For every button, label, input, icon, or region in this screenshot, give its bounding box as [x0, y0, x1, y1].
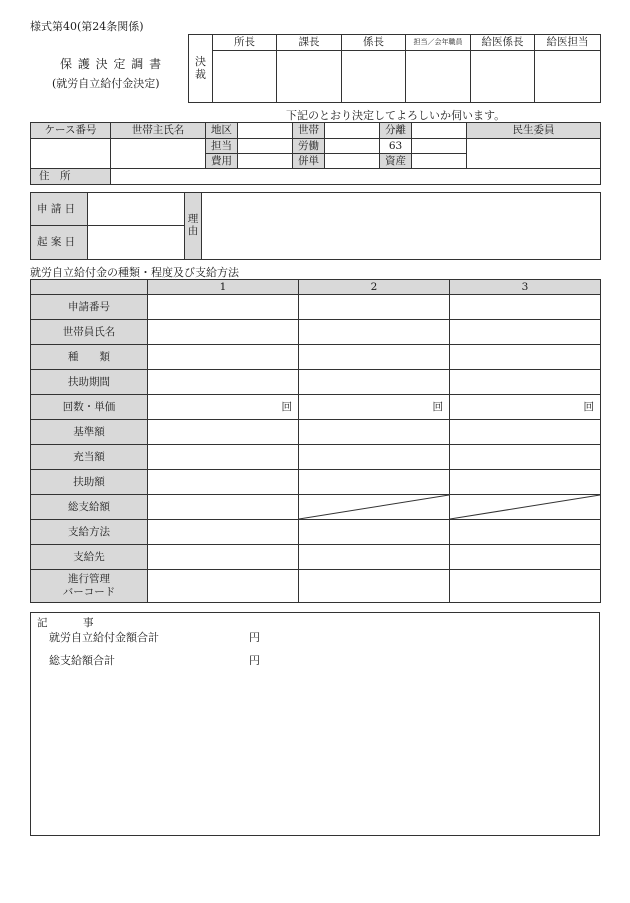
case-table — [30, 122, 601, 185]
labor-value[interactable] — [325, 139, 380, 154]
cell[interactable] — [299, 470, 450, 495]
form-number: 様式第40(第24条関係) — [30, 20, 144, 33]
cell[interactable] — [299, 345, 450, 370]
cell[interactable] — [450, 545, 601, 570]
household-label: 世帯 — [293, 123, 325, 139]
welfare-commissioner-value[interactable] — [467, 139, 601, 169]
cost-label: 費用 — [206, 154, 238, 169]
application-table — [30, 192, 601, 260]
cell[interactable] — [148, 370, 299, 395]
cell[interactable] — [299, 445, 450, 470]
stamp-cell[interactable] — [277, 51, 342, 103]
cell[interactable] — [299, 295, 450, 320]
cell[interactable] — [450, 470, 601, 495]
reason-value[interactable] — [202, 193, 601, 260]
household-head-header: 世帯主氏名 — [111, 123, 206, 139]
cell[interactable] — [148, 520, 299, 545]
row-label-standard: 基準額 — [31, 420, 148, 445]
diagonal-line — [299, 495, 449, 519]
row-label-type: 種 類 — [31, 345, 148, 370]
approval-col-head: 所長 — [213, 35, 277, 51]
staff-value[interactable] — [238, 139, 293, 154]
count-cell[interactable] — [148, 395, 299, 420]
count-cell[interactable] — [299, 395, 450, 420]
row-label-method: 支給方法 — [31, 520, 148, 545]
stamp-cell[interactable] — [213, 51, 277, 103]
district-value[interactable] — [238, 123, 293, 139]
cell[interactable] — [450, 320, 601, 345]
cell[interactable] — [299, 545, 450, 570]
request-text: 下記のとおり決定してよろしいか伺います。 — [286, 109, 506, 122]
benefit-table — [30, 279, 601, 603]
apply-date-value[interactable] — [88, 193, 185, 226]
welfare-commissioner-header: 民生委員 — [467, 123, 601, 139]
approval-label: 決 裁 — [189, 35, 213, 103]
notes-line-benefit-total: 就労自立給付金額合計 — [49, 631, 159, 644]
approval-col-chief: 係長 — [342, 35, 406, 51]
approval-col-benefit-staff: 給医担当 — [535, 35, 601, 51]
count-unit: 回 — [432, 400, 443, 413]
row-label-allocation: 充当額 — [31, 445, 148, 470]
separation-label: 分離 — [380, 123, 412, 139]
combined-label: 併単 — [293, 154, 325, 169]
approval-table — [188, 34, 601, 103]
notes-line-grand-total: 総支給額合計 — [49, 654, 115, 667]
draft-date-value[interactable] — [88, 226, 185, 260]
cell[interactable] — [299, 370, 450, 395]
row-label-application-no: 申請番号 — [31, 295, 148, 320]
draft-date-label: 起 案 日 — [31, 226, 88, 260]
household-value[interactable] — [325, 123, 380, 139]
cell[interactable] — [148, 570, 299, 603]
cell[interactable] — [450, 295, 601, 320]
count-unit: 回 — [281, 400, 292, 413]
section-title: 就労自立給付金の種類・程度及び支給方法 — [30, 266, 239, 279]
struck-cell — [450, 495, 601, 520]
approval-col-staff: 担当／会年職員 — [406, 35, 471, 51]
code-63: 63 — [380, 139, 412, 154]
stamp-cell[interactable] — [471, 51, 535, 103]
assets-label: 資産 — [380, 154, 412, 169]
reason-label: 理 由 — [185, 193, 202, 260]
corner-header — [31, 280, 148, 295]
cell[interactable] — [148, 470, 299, 495]
cell[interactable] — [148, 545, 299, 570]
struck-cell — [299, 495, 450, 520]
yen-unit-1: 円 — [249, 631, 260, 644]
row-label-count-unit: 回数・単価 — [31, 395, 148, 420]
cell[interactable] — [299, 570, 450, 603]
cell[interactable] — [148, 320, 299, 345]
row-label-period: 扶助期間 — [31, 370, 148, 395]
cell[interactable] — [299, 520, 450, 545]
district-label: 地区 — [206, 123, 238, 139]
cell[interactable] — [148, 295, 299, 320]
cell[interactable] — [299, 320, 450, 345]
cell[interactable] — [148, 445, 299, 470]
case-number-header: ケース番号 — [31, 123, 111, 139]
cell[interactable] — [148, 495, 299, 520]
cost-value[interactable] — [238, 154, 293, 169]
address-value[interactable] — [111, 169, 601, 185]
count-unit: 回 — [583, 400, 594, 413]
case-number-value[interactable] — [31, 139, 111, 169]
cell[interactable] — [148, 345, 299, 370]
cell[interactable] — [450, 570, 601, 603]
cell[interactable] — [450, 370, 601, 395]
notes-box[interactable] — [30, 612, 600, 836]
approval-col-benefit-chief: 給医係長 — [471, 35, 535, 51]
staff-label: 担当 — [206, 139, 238, 154]
code-63-value[interactable] — [412, 139, 467, 154]
cell[interactable] — [299, 420, 450, 445]
cell[interactable] — [148, 420, 299, 445]
stamp-cell[interactable] — [342, 51, 406, 103]
form-subtitle: (就労自立給付金決定) — [52, 77, 160, 90]
labor-label: 労働 — [293, 139, 325, 154]
cell[interactable] — [450, 420, 601, 445]
separation-value[interactable] — [412, 123, 467, 139]
address-label: 住 所 — [31, 169, 111, 185]
row-label-payee: 支給先 — [31, 545, 148, 570]
stamp-cell[interactable] — [406, 51, 471, 103]
col-header-3: 3 — [450, 280, 601, 295]
form-title: 保 護 決 定 調 書 — [60, 57, 163, 71]
col-header-1: 1 — [148, 280, 299, 295]
combined-value[interactable] — [325, 154, 380, 169]
row-label-member-name: 世帯員氏名 — [31, 320, 148, 345]
approval-col-section: 課長 — [277, 35, 342, 51]
notes-label-1: 記 — [37, 617, 48, 629]
count-cell[interactable] — [450, 395, 601, 420]
apply-date-label: 申 請 日 — [31, 193, 88, 226]
row-label-aid-amount: 扶助額 — [31, 470, 148, 495]
assets-value[interactable] — [412, 154, 467, 169]
notes-label-2: 事 — [83, 617, 94, 629]
cell[interactable] — [450, 345, 601, 370]
row-label-total: 総支給額 — [31, 495, 148, 520]
row-label-barcode: 進行管理 バーコード — [31, 570, 148, 603]
stamp-cell[interactable] — [535, 51, 601, 103]
household-head-value[interactable] — [111, 139, 206, 169]
diagonal-line — [450, 495, 600, 519]
col-header-2: 2 — [299, 280, 450, 295]
cell[interactable] — [450, 520, 601, 545]
yen-unit-2: 円 — [249, 654, 260, 667]
cell[interactable] — [450, 445, 601, 470]
